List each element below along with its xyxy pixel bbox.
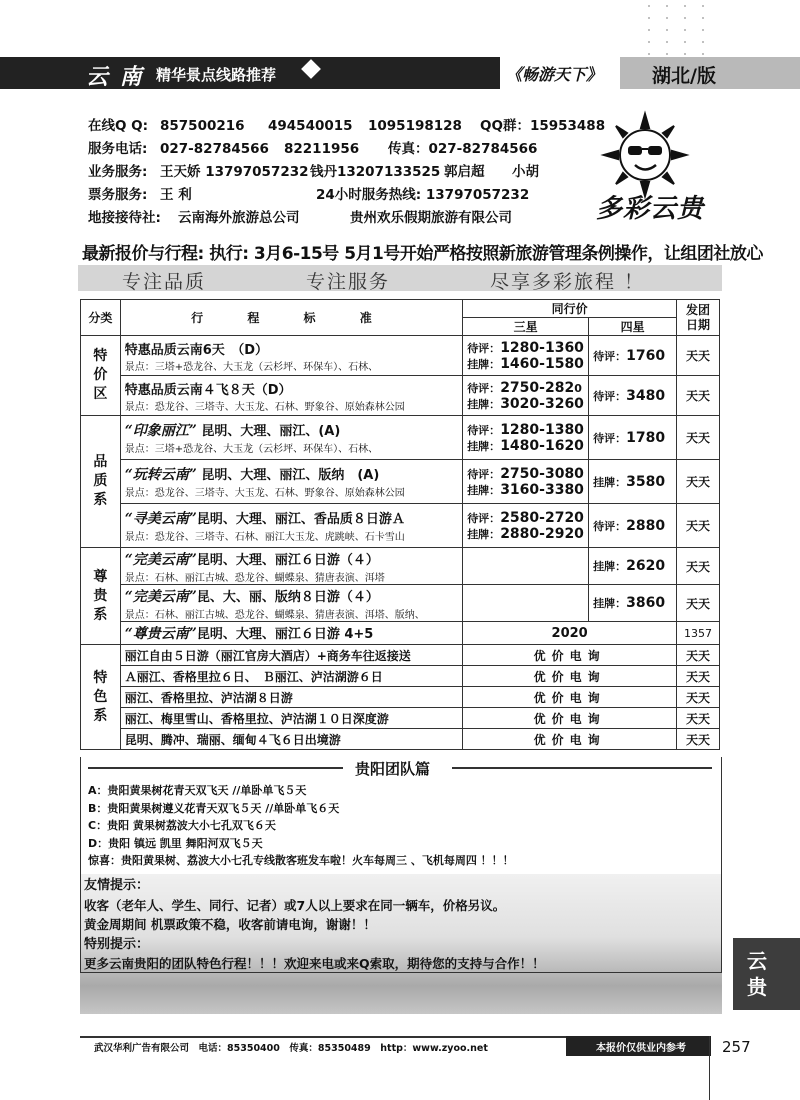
price-value: 2620 bbox=[626, 558, 666, 574]
header-departure-1: 发团 bbox=[686, 302, 711, 317]
price-label: 挂牌： bbox=[593, 597, 627, 610]
header-departure bbox=[677, 300, 720, 336]
sun-logo-icon bbox=[600, 110, 690, 200]
table-header-row bbox=[81, 300, 720, 318]
decorative-dots bbox=[640, 0, 720, 55]
agency-1: 云南海外旅游总公司 bbox=[178, 210, 300, 226]
route-highlight: “寻美云南” bbox=[124, 511, 197, 527]
header-four-star: 四星 bbox=[589, 318, 677, 336]
magazine-name-box bbox=[500, 57, 630, 89]
title-rule-left bbox=[88, 767, 343, 769]
tip-line: 更多云南贵阳的团队特色行程！！！欢迎来电或来Q索取，期待您的支持与合作！！ bbox=[84, 956, 545, 971]
list-item: B：贵阳黄果树遵义花青天双飞５天 //单卧单飞６天 bbox=[88, 801, 340, 815]
category-special bbox=[81, 336, 121, 416]
side-tab-text bbox=[747, 948, 767, 1000]
route-title: 昆、大、丽、版纳８日游（４） bbox=[196, 589, 379, 605]
price-label: 挂牌： bbox=[467, 397, 501, 411]
price-four-star bbox=[589, 585, 677, 622]
route-title: 昆明、大理、丽江６日游 4+5 bbox=[196, 627, 374, 642]
title-rule-right bbox=[452, 767, 712, 769]
route-title: 特惠品质云南6天 （D） bbox=[124, 342, 269, 358]
price-value: 1280-1360 bbox=[500, 339, 584, 356]
route-spots: 景点：三塔+恐龙谷、大玉龙（云杉坪、环保车）、石林、 bbox=[124, 444, 379, 455]
route-title: 昆明、大理、丽江、(A) bbox=[196, 424, 341, 439]
route-spots: 景点：三塔+恐龙谷、大玉龙（云杉坪、环保车）、石林、 bbox=[124, 361, 379, 373]
hotline: 24小时服务热线: 13797057232 bbox=[316, 187, 530, 203]
departure-date: 天天 bbox=[677, 708, 720, 729]
header-category: 分类 bbox=[81, 300, 121, 336]
list-item: D：贵阳 镇远 凯里 舞阳河双飞５天 bbox=[88, 836, 263, 850]
footer-disclaimer-box bbox=[566, 1036, 711, 1056]
price-value: 1460-1580 bbox=[500, 355, 584, 372]
route-title: 昆明、腾冲、瑞丽、缅甸４飞６日出境游 bbox=[120, 729, 462, 750]
table-row bbox=[81, 708, 720, 729]
route-highlight: “尊贵云南” bbox=[124, 626, 197, 642]
price-label: 挂牌： bbox=[467, 357, 501, 371]
category-premium bbox=[81, 548, 121, 645]
departure-date: 天天 bbox=[677, 504, 720, 548]
guiyang-title-bar bbox=[80, 758, 720, 778]
departure-date: 天天 bbox=[677, 666, 720, 687]
price-four-star bbox=[589, 376, 677, 416]
table-row bbox=[81, 416, 720, 460]
business-contact-3: 郭启超 bbox=[444, 164, 485, 180]
price-label: 待评： bbox=[467, 511, 501, 525]
price-four-star bbox=[589, 416, 677, 460]
price-label: 待评： bbox=[593, 349, 627, 363]
slogan-bar bbox=[78, 265, 722, 291]
price-value: 1280-1380 bbox=[500, 421, 584, 438]
route-title: 丽江、香格里拉、泸沽湖８日游 bbox=[120, 687, 462, 708]
guiyang-list bbox=[88, 782, 514, 870]
price-value-tail: 0 bbox=[574, 381, 582, 395]
price-value: 1760 bbox=[626, 347, 666, 364]
price-merged: 优价电询 bbox=[463, 729, 677, 750]
route-cell bbox=[120, 548, 462, 585]
price-merged: 优价电询 bbox=[463, 666, 677, 687]
route-cell bbox=[120, 585, 462, 622]
category-feature bbox=[81, 645, 121, 750]
price-label: 挂牌： bbox=[467, 527, 501, 541]
price-three-star bbox=[463, 585, 589, 622]
price-merged: 2020 bbox=[463, 622, 677, 645]
header-departure-2: 日期 bbox=[686, 317, 711, 332]
route-title: Ａ丽江、香格里拉６日、 Ｂ丽江、泸沽湖游６日 bbox=[120, 666, 462, 687]
category-quality-label: 品质系 bbox=[93, 454, 108, 508]
table-row bbox=[81, 729, 720, 750]
brand-name: 多彩云贵 bbox=[596, 194, 705, 224]
qq-label: 在线Q Q: bbox=[88, 118, 149, 134]
slogan-2: 专注服务 bbox=[306, 271, 391, 293]
price-three-star bbox=[463, 460, 589, 504]
departure-date: 天天 bbox=[677, 585, 720, 622]
departure-date: 天天 bbox=[677, 729, 720, 750]
header-itinerary: 行 程 标 准 bbox=[120, 300, 462, 336]
friendly-tips-title: 友情提示： bbox=[84, 878, 150, 893]
price-value: 1780 bbox=[626, 429, 666, 446]
edition-label: 湖北/版 bbox=[652, 65, 716, 87]
notice-text: 最新报价与行程: 执行: 3月6-15号 5月1号开始严格按照新旅游管理条例操作，让组团社放心 bbox=[82, 244, 763, 264]
list-item: 惊喜：贵阳黄果树、荔波大小七孔专线散客班发车啦！火车每周三 、飞机每周四 ！！！ bbox=[88, 854, 514, 867]
price-label: 待评： bbox=[467, 381, 501, 395]
price-merged: 优价电询 bbox=[463, 708, 677, 729]
price-three-star bbox=[463, 416, 589, 460]
price-label: 挂牌： bbox=[467, 439, 501, 453]
price-four-star bbox=[589, 336, 677, 376]
table-row bbox=[81, 336, 720, 376]
business-contact-1: 王天娇 13797057232 bbox=[160, 164, 309, 180]
price-value: 2750-3080 bbox=[500, 465, 584, 482]
special-tips-title: 特别提示： bbox=[84, 936, 150, 952]
departure-date: 天天 bbox=[677, 376, 720, 416]
price-three-star bbox=[463, 548, 589, 585]
price-label: 待评： bbox=[467, 423, 501, 437]
departure-date: 天天 bbox=[677, 548, 720, 585]
route-cell bbox=[120, 460, 462, 504]
route-title: 昆明、大理、丽江、版纳 (A) bbox=[196, 468, 380, 483]
price-label: 待评： bbox=[593, 431, 627, 445]
departure-date: 天天 bbox=[677, 336, 720, 376]
header-logo: 云 南 bbox=[86, 64, 144, 90]
table-row bbox=[81, 548, 720, 585]
guiyang-title: 贵阳团队篇 bbox=[355, 760, 431, 778]
phone-label: 服务电话: bbox=[88, 141, 148, 157]
route-title: 昆明、大理、丽江６日游（４） bbox=[196, 552, 379, 568]
agency-2: 贵州欢乐假期旅游有限公司 bbox=[350, 210, 512, 226]
phone-2: 82211956 bbox=[284, 141, 360, 157]
category-premium-label: 尊贵系 bbox=[93, 568, 108, 623]
business-contact-2: 钱丹13207133525 bbox=[310, 164, 441, 180]
footer-disclaimer: 本报价仅供业内参考 bbox=[596, 1043, 686, 1054]
price-value: 2880-2920 bbox=[500, 525, 584, 542]
route-cell bbox=[120, 416, 462, 460]
slogan-1: 专注品质 bbox=[122, 271, 207, 293]
price-value: 2580-2720 bbox=[500, 509, 584, 526]
price-value: 3580 bbox=[626, 473, 666, 490]
table-row bbox=[81, 376, 720, 416]
qq-group: QQ群：15953488 bbox=[480, 118, 606, 134]
slogan-3: 尽享多彩旅程 ！ bbox=[490, 271, 646, 293]
route-highlight: “印象丽江” bbox=[124, 423, 197, 439]
ticket-person: 王 利 bbox=[160, 187, 192, 203]
edition-box bbox=[620, 57, 800, 89]
table-row bbox=[81, 666, 720, 687]
side-tab-char-1: 云 bbox=[747, 949, 767, 973]
price-value: 2750-282 bbox=[500, 379, 575, 396]
ticket-label: 票务服务: bbox=[88, 187, 148, 203]
tip-line: 黄金周期间 机票政策不稳，收客前请电询，谢谢！！ bbox=[84, 917, 376, 932]
qq-number-3: 1095198128 bbox=[368, 118, 462, 134]
table-row bbox=[81, 504, 720, 548]
business-contact-4: 小胡 bbox=[512, 164, 539, 180]
qq-number-2: 494540015 bbox=[268, 118, 353, 134]
magazine-name: 《畅游天下》 bbox=[506, 65, 603, 84]
phone-1: 027-82784566 bbox=[160, 141, 269, 157]
header-peer-price: 同行价 bbox=[463, 300, 677, 318]
price-value: 3160-3380 bbox=[500, 481, 584, 498]
header-title: 精华景点线路推荐 bbox=[156, 66, 277, 84]
price-value: 3860 bbox=[626, 595, 666, 611]
departure-date: 天天 bbox=[677, 416, 720, 460]
price-label: 待评： bbox=[467, 341, 501, 355]
price-four-star bbox=[589, 460, 677, 504]
route-spots: 景点：石林、丽江古城、恐龙谷、蝴蝶泉、猜唐表演、洱塔、版纳、 bbox=[124, 609, 425, 621]
list-item: A：贵阳黄果树花青天双飞天 //单卧单飞５天 bbox=[88, 784, 307, 797]
price-three-star bbox=[463, 336, 589, 376]
route-cell bbox=[120, 336, 462, 376]
route-highlight: “完美云南” bbox=[124, 588, 197, 605]
tip-line: 收客（老年人、学生、同行、记者）或7人以上要求在同一辆车，价格另议。 bbox=[84, 897, 506, 913]
price-four-star bbox=[589, 548, 677, 585]
price-value: 3480 bbox=[626, 387, 666, 404]
price-label: 待评： bbox=[467, 467, 501, 481]
side-tab-char-2: 贵 bbox=[747, 975, 767, 999]
region-side-tab bbox=[733, 938, 800, 1010]
route-title: 丽江、梅里雪山、香格里拉、泸沽湖１０日深度游 bbox=[120, 708, 462, 729]
footer-divider bbox=[709, 1036, 710, 1100]
footer-publisher: 武汉华利广告有限公司 电话：85350400 传真：85350489 http：www.zyoo.net bbox=[94, 1043, 488, 1054]
route-title: 丽江自由５日游（丽江官房大酒店）+商务车往返接送 bbox=[120, 645, 462, 666]
agency-label: 地接接待社: bbox=[88, 210, 161, 226]
departure-date: 1357 bbox=[677, 622, 720, 645]
price-label: 挂牌： bbox=[593, 475, 627, 489]
category-special-label: 特价区 bbox=[93, 348, 108, 402]
price-value: 2880 bbox=[626, 517, 666, 534]
price-label: 挂牌： bbox=[593, 560, 627, 573]
price-value: 3020-3260 bbox=[500, 395, 584, 412]
route-highlight: “完美云南” bbox=[124, 551, 197, 568]
price-merged: 优价电询 bbox=[463, 645, 677, 666]
qq-number-1: 857500216 bbox=[160, 118, 245, 134]
category-quality bbox=[81, 416, 121, 548]
table-row bbox=[81, 687, 720, 708]
fax: 传真：027-82784566 bbox=[388, 141, 538, 157]
route-cell bbox=[120, 376, 462, 416]
route-highlight: “玩转云南” bbox=[124, 467, 197, 483]
business-label: 业务服务: bbox=[88, 164, 148, 180]
list-item: C：贵阳 黄果树荔波大小七孔双飞６天 bbox=[88, 819, 276, 832]
route-spots: 景点：恐龙谷、三塔寺、石林、丽江大玉龙、虎跳峡、石卡雪山 bbox=[124, 532, 405, 543]
route-spots: 景点：恐龙谷、三塔寺、大玉龙、石林、野象谷、原始森林公园 bbox=[124, 401, 405, 413]
price-label: 挂牌： bbox=[467, 483, 501, 497]
route-title: 昆明、大理、丽江、香品质８日游Ａ bbox=[196, 512, 405, 527]
price-table bbox=[80, 299, 720, 750]
route-spots: 景点：恐龙谷、三塔寺、大玉龙、石林、野象谷、原始森林公园 bbox=[124, 488, 405, 499]
header-three-star: 三星 bbox=[463, 318, 589, 336]
route-spots: 景点：石林、丽江古城、恐龙谷、蝴蝶泉、猜唐表演、洱塔 bbox=[124, 572, 385, 584]
price-value: 1480-1620 bbox=[500, 437, 584, 454]
category-feature-label: 特色系 bbox=[93, 669, 108, 724]
price-merged: 优价电询 bbox=[463, 687, 677, 708]
page-number: 257 bbox=[722, 1038, 751, 1056]
price-four-star bbox=[589, 504, 677, 548]
departure-date: 天天 bbox=[677, 645, 720, 666]
route-cell bbox=[120, 622, 462, 645]
tips-block bbox=[84, 876, 545, 974]
price-label: 待评： bbox=[593, 519, 627, 533]
table-row bbox=[81, 622, 720, 645]
price-label: 待评： bbox=[593, 389, 627, 403]
table-row bbox=[81, 460, 720, 504]
route-title: 特惠品质云南４飞８天（D） bbox=[124, 382, 292, 398]
route-cell bbox=[120, 504, 462, 548]
table-row bbox=[81, 645, 720, 666]
price-three-star bbox=[463, 376, 589, 416]
departure-date: 天天 bbox=[677, 687, 720, 708]
price-three-star bbox=[463, 504, 589, 548]
departure-date: 天天 bbox=[677, 460, 720, 504]
table-row bbox=[81, 585, 720, 622]
